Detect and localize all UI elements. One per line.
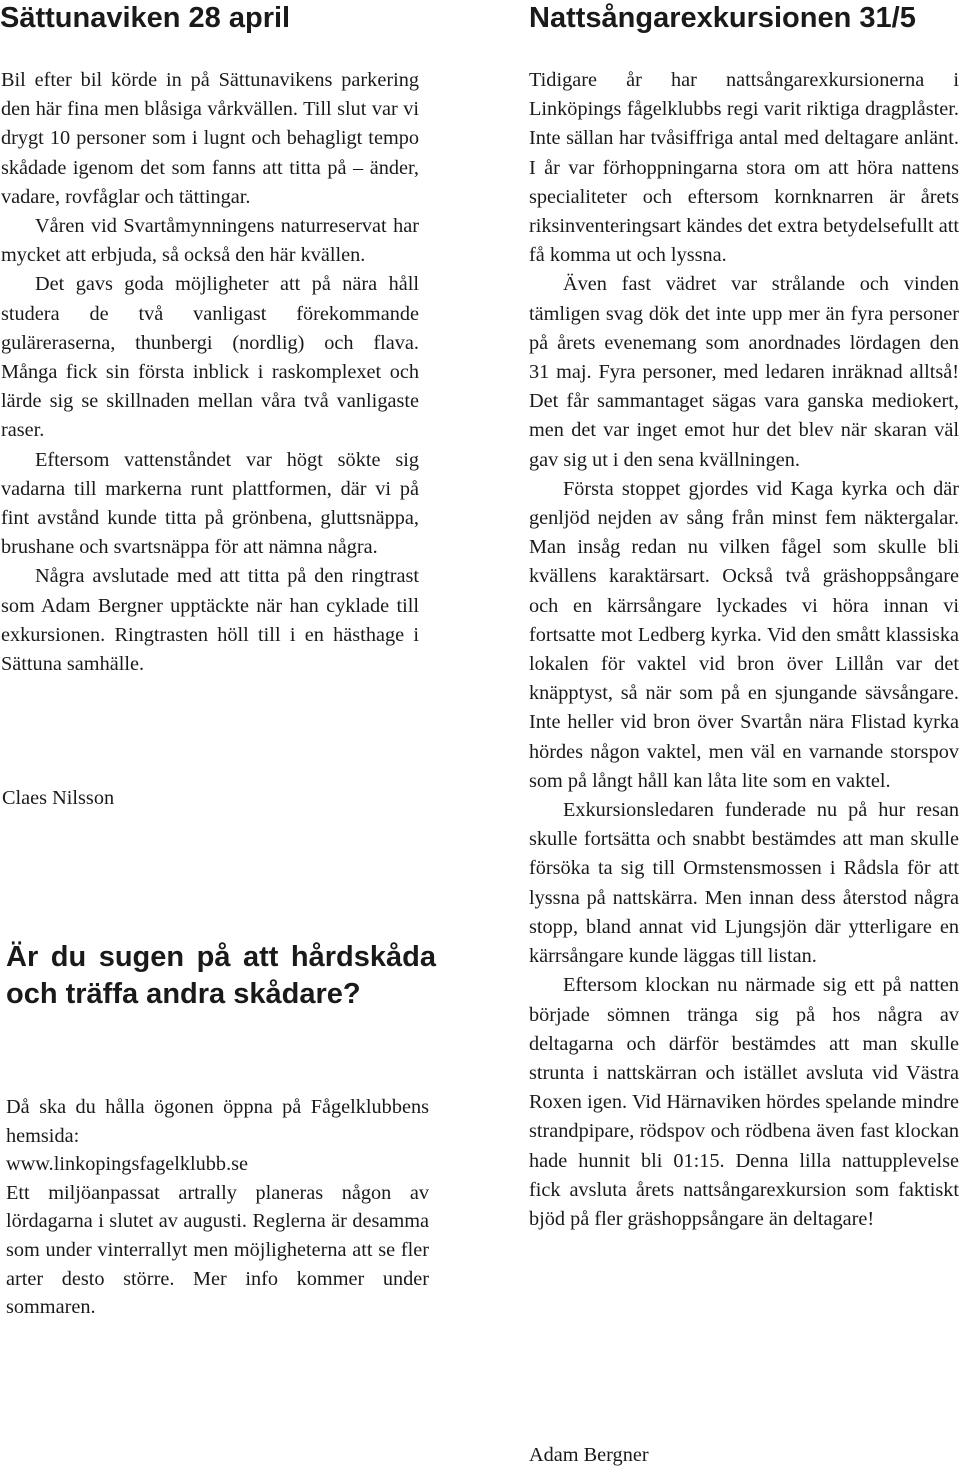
article-title: Nattsångarexkursionen 31/5 <box>529 2 916 34</box>
article-body <box>1 66 419 679</box>
right-article <box>529 0 959 1466</box>
paragraph: Exkursionsledaren funderade nu på hur resan skulle fortsätta och snabbt bestämdes att man skulle försöka ta sig till Ormstensmossen i Rådsla för att lyssna på nattskärra. Men innan dess återstod några stopp, bland annat vid Ljungsjön där ytterligare en kärrsångare kunde läggas till listan. <box>529 799 959 968</box>
article-body <box>529 66 959 1234</box>
article-author: Adam Bergner <box>529 1444 649 1466</box>
paragraph: Bil efter bil körde in på Sättunavikens parkering den här fina men blåsiga vårkvällen. Till slut var vi drygt 10 personer som i lugnt och behagligt tempo skådade igenom det som fanns att titta på – änder, vadare, rovfåglar och tättingar. <box>1 69 419 208</box>
paragraph: Några avslutade med att titta på den ringtrast som Adam Bergner upptäckte när han cyklade till exkursionen. Ringtrasten höll till i en hästhage i Sättuna samhälle. <box>1 565 419 676</box>
article-author: Claes Nilsson <box>2 787 115 809</box>
article-title: Sättunaviken 28 april <box>0 2 291 34</box>
website-link[interactable]: www.linkopingsfagelklubb.se <box>6 1153 249 1176</box>
paragraph: Tidigare år har nattsångarexkursionerna i Linköpings fågelklubbs regi varit riktiga dragplåster. Inte sällan har tvåsiffriga antal med deltagare anlänt. I år var förhoppningarna stora om att höra nattens specialiteter och eftersom kornknarren är årets riksinventeringsart kändes det extra betydelsefullt att få komma ut och lyssna. <box>529 69 959 267</box>
ad-heading: Är du sugen på att hårdskåda och träffa andra skådare? <box>6 941 436 1010</box>
paragraph: Första stoppet gjordes vid Kaga kyrka och där genljöd nejden av sång från minst fem näktergalar. Man insåg redan nu vilken fågel som skulle bli kvällens karaktärsart. Också två gräshoppsångare och en kärrsångare lyckades vi höra innan vi fortsatte mot Ledberg kyrka. Vid den smått klassiska lokalen för vaktel vid bron över Lillån var det knäpptyst, så när som på en sjungande sävsångare. Inte heller vid bron över Svartån nära Flistad kyrka hördes någon vaktel, men väl en varnande storspov som på långt håll kan låta lite som en vaktel. <box>529 477 959 792</box>
ad-paragraph: Ett miljöanpassat artrally planeras någon av lördagarna i slutet av augusti. Reglerna är desamma som under vinterrallyt men möjligheterna att se fler arter desto större. Mer info kommer under sommaren. <box>6 1181 429 1319</box>
paragraph: Eftersom vattenståndet var högt sökte sig vadarna till markerna runt plattformen, där vi på fint avstånd kunde titta på grönbena, gluttsnäppa, brushane och svartsnäppa för att nämna några. <box>1 448 419 559</box>
ad-intro: Då ska du hålla ögonen öppna på Fågelklubbens hemsida: <box>6 1096 429 1147</box>
paragraph: Även fast vädret var strålande och vinden tämligen svag dök det inte upp mer än fyra personer på årets evenemang som anordnades lördagen den 31 maj. Fyra personer, med ledaren inräknad alltså! Det får sammantaget sägas vara ganska mediokert, men det var inget emot hur det blev när skaran väl gav sig ut i den sena kvällningen. <box>529 273 959 471</box>
paragraph: Våren vid Svartåmynningens naturreservat har mycket att erbjuda, så också den här kvällen. <box>1 215 419 267</box>
paragraph: Eftersom klockan nu närmade sig ett på natten började sömnen tränga sig på hos några av deltagarna och därför bestämdes att man skulle strunta i nattskärran och istället avsluta vid Västra Roxen igen. Vid Härnaviken hördes spelande mindre strandpipare, rödspov och rödbena även fast klockan hade hunnit bli 01:15. Denna lilla nattupplevelse fick avsluta årets nattsångarexkursion som faktiskt bjöd på fler gräshoppsångare än deltagare! <box>529 974 959 1230</box>
paragraph: Det gavs goda möjligheter att på nära håll studera de två vanligast förekommande guläreraserna, thunbergi (nordlig) och flava. Många fick sin första inblick i raskomplexet och lärde sig se skillnaden mellan våra två vanligaste raser. <box>1 273 419 442</box>
left-article <box>0 0 436 1319</box>
ad-body <box>6 1093 429 1322</box>
